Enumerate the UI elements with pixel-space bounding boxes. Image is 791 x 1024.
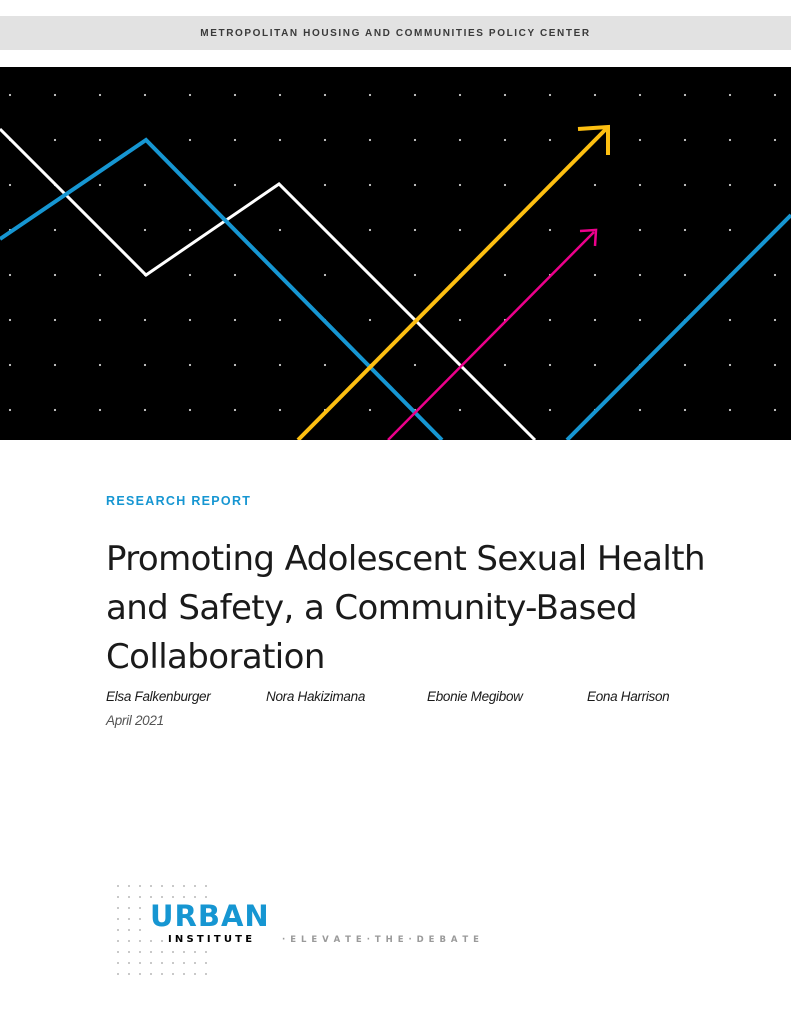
grid-dot xyxy=(189,139,191,141)
grid-dot xyxy=(774,184,776,186)
grid-dot xyxy=(549,364,551,366)
logo-dot xyxy=(183,962,185,964)
logo-word-urban: URBAN xyxy=(150,899,270,933)
grid-dot xyxy=(189,319,191,321)
logo-dot xyxy=(117,951,119,953)
grid-dot xyxy=(189,229,191,231)
logo-dot xyxy=(128,962,130,964)
logo-dot xyxy=(128,907,130,909)
grid-dot xyxy=(54,409,56,411)
grid-dot xyxy=(459,94,461,96)
grid-dot xyxy=(189,364,191,366)
logo-dot xyxy=(117,929,119,931)
report-type-label: RESEARCH REPORT xyxy=(106,494,252,508)
grid-dot xyxy=(54,94,56,96)
grid-dot xyxy=(504,274,506,276)
title-line: and Safety, a Community-Based xyxy=(106,588,637,628)
grid-dot xyxy=(234,274,236,276)
logo-dot xyxy=(128,951,130,953)
logo-dot xyxy=(183,973,185,975)
logo-dot xyxy=(205,896,207,898)
logo-dot xyxy=(161,896,163,898)
grid-dot xyxy=(99,94,101,96)
grid-dot xyxy=(369,139,371,141)
logo-dot xyxy=(183,885,185,887)
grid-dot xyxy=(774,274,776,276)
grid-dot xyxy=(279,364,281,366)
logo-dot xyxy=(117,896,119,898)
author-name: Ebonie Megibow xyxy=(427,689,523,704)
logo-dot xyxy=(161,940,163,942)
grid-dot xyxy=(189,94,191,96)
grid-dot xyxy=(729,229,731,231)
report-title xyxy=(106,535,746,682)
logo-dot xyxy=(128,973,130,975)
cover-graphic xyxy=(0,67,791,440)
trend-lines-graphic xyxy=(0,67,791,440)
grid-dot xyxy=(144,319,146,321)
logo-dot xyxy=(150,962,152,964)
logo-dot xyxy=(172,973,174,975)
grid-dot xyxy=(234,364,236,366)
grid-dot xyxy=(99,274,101,276)
logo-dot xyxy=(172,885,174,887)
grid-dot xyxy=(639,274,641,276)
grid-dot xyxy=(324,94,326,96)
grid-dot xyxy=(234,184,236,186)
center-name-bar xyxy=(0,16,791,50)
magenta-arrow-line xyxy=(388,232,594,440)
logo-dot xyxy=(139,962,141,964)
grid-dot xyxy=(594,319,596,321)
grid-dot xyxy=(639,94,641,96)
logo-dot xyxy=(139,929,141,931)
grid-dot xyxy=(279,139,281,141)
logo-dot xyxy=(128,896,130,898)
grid-dot xyxy=(549,139,551,141)
center-name: METROPOLITAN HOUSING AND COMMUNITIES POLICY CENTER xyxy=(200,27,591,39)
grid-dot xyxy=(684,274,686,276)
grid-dot xyxy=(684,409,686,411)
grid-dot xyxy=(414,139,416,141)
logo-dot xyxy=(128,940,130,942)
blue-zigzag-line xyxy=(0,140,442,440)
grid-dot xyxy=(279,319,281,321)
grid-dot xyxy=(99,409,101,411)
title-line: Promoting Adolescent Sexual Health xyxy=(106,539,705,579)
grid-dot xyxy=(279,409,281,411)
grid-dot xyxy=(279,229,281,231)
grid-dot xyxy=(9,364,11,366)
logo-dot xyxy=(139,951,141,953)
grid-dot xyxy=(594,364,596,366)
logo-dot xyxy=(117,962,119,964)
logo-dot xyxy=(183,896,185,898)
grid-dot xyxy=(144,229,146,231)
logo-dot xyxy=(205,962,207,964)
grid-dot xyxy=(504,139,506,141)
grid-dot xyxy=(9,274,11,276)
grid-dot xyxy=(684,139,686,141)
grid-dot xyxy=(9,184,11,186)
grid-dot xyxy=(594,274,596,276)
grid-dot xyxy=(279,94,281,96)
grid-dot xyxy=(234,94,236,96)
blue-right-line xyxy=(567,215,791,440)
logo-dot xyxy=(194,962,196,964)
logo-tagline: · E L E V A T E · T H E · D E B A T E xyxy=(282,935,480,945)
grid-dot xyxy=(459,409,461,411)
logo-dot xyxy=(139,973,141,975)
grid-dot xyxy=(414,274,416,276)
grid-dot xyxy=(54,139,56,141)
logo-dot xyxy=(161,951,163,953)
logo-dot xyxy=(128,929,130,931)
logo-dot xyxy=(205,973,207,975)
grid-dot xyxy=(54,364,56,366)
grid-dot xyxy=(774,319,776,321)
grid-dot xyxy=(99,184,101,186)
grid-dot xyxy=(324,364,326,366)
grid-dot xyxy=(144,184,146,186)
grid-dot xyxy=(99,319,101,321)
logo-dot xyxy=(161,962,163,964)
logo-word-institute: INSTITUTE xyxy=(168,934,256,945)
grid-dot xyxy=(549,409,551,411)
author-name: Nora Hakizimana xyxy=(266,689,366,704)
grid-dot xyxy=(774,409,776,411)
grid-dot xyxy=(549,94,551,96)
grid-dot xyxy=(594,184,596,186)
grid-dot xyxy=(54,229,56,231)
grid-dot xyxy=(639,319,641,321)
yellow-arrow-line xyxy=(298,129,606,440)
grid-dot xyxy=(9,319,11,321)
logo-dot xyxy=(205,951,207,953)
logo-dot xyxy=(128,918,130,920)
logo-dot xyxy=(150,951,152,953)
logo-dot xyxy=(117,907,119,909)
logo-dot xyxy=(194,973,196,975)
grid-dot xyxy=(414,184,416,186)
grid-dot xyxy=(729,364,731,366)
grid-dot xyxy=(684,364,686,366)
urban-institute-logo xyxy=(112,880,542,980)
logo-dot xyxy=(117,885,119,887)
grid-dot xyxy=(774,364,776,366)
grid-dot xyxy=(234,139,236,141)
grid-dot xyxy=(144,364,146,366)
grid-dot xyxy=(234,409,236,411)
logo-dot xyxy=(172,896,174,898)
grid-dot xyxy=(504,94,506,96)
logo-dot xyxy=(139,940,141,942)
urban-institute-logo-mark xyxy=(112,880,542,980)
grid-dot xyxy=(459,319,461,321)
logo-dot xyxy=(117,940,119,942)
logo-dot xyxy=(117,918,119,920)
author-name: Elsa Falkenburger xyxy=(106,689,211,704)
grid-dot xyxy=(189,274,191,276)
grid-dot xyxy=(144,94,146,96)
grid-dot xyxy=(684,94,686,96)
logo-dot xyxy=(172,951,174,953)
logo-dot xyxy=(161,885,163,887)
grid-dot xyxy=(549,229,551,231)
logo-dot xyxy=(205,885,207,887)
grid-dot xyxy=(234,319,236,321)
grid-dot xyxy=(459,229,461,231)
grid-dot xyxy=(54,319,56,321)
author-name: Eona Harrison xyxy=(587,689,670,704)
logo-dot xyxy=(139,885,141,887)
logo-dot xyxy=(194,885,196,887)
grid-dot xyxy=(369,184,371,186)
grid-dot xyxy=(369,409,371,411)
grid-dot xyxy=(459,139,461,141)
grid-dot xyxy=(729,94,731,96)
grid-dot xyxy=(729,319,731,321)
grid-dot xyxy=(774,139,776,141)
logo-dot xyxy=(150,973,152,975)
grid-dot xyxy=(324,184,326,186)
grid-dot xyxy=(639,139,641,141)
grid-dot xyxy=(144,409,146,411)
grid-dot xyxy=(639,409,641,411)
grid-dot xyxy=(414,94,416,96)
grid-dot xyxy=(639,184,641,186)
logo-dot xyxy=(150,940,152,942)
grid-dot xyxy=(414,364,416,366)
logo-dot xyxy=(150,896,152,898)
logo-dot xyxy=(161,973,163,975)
grid-dot xyxy=(189,409,191,411)
grid-dot xyxy=(684,184,686,186)
grid-dot xyxy=(369,94,371,96)
grid-dot xyxy=(54,274,56,276)
publication-date: April 2021 xyxy=(106,713,164,728)
logo-dot xyxy=(139,918,141,920)
grid-dot xyxy=(684,229,686,231)
grid-dot xyxy=(549,319,551,321)
grid-dot xyxy=(639,229,641,231)
logo-dot xyxy=(139,907,141,909)
grid-dot xyxy=(729,139,731,141)
grid-dot xyxy=(594,94,596,96)
grid-dot xyxy=(369,319,371,321)
logo-dot xyxy=(139,896,141,898)
grid-dot xyxy=(99,364,101,366)
grid-dot xyxy=(459,184,461,186)
grid-dot xyxy=(504,364,506,366)
author-list xyxy=(106,689,706,707)
logo-dot xyxy=(172,962,174,964)
logo-dot xyxy=(150,885,152,887)
logo-dot xyxy=(128,885,130,887)
grid-dot xyxy=(324,139,326,141)
grid-dot xyxy=(414,229,416,231)
grid-dot xyxy=(9,94,11,96)
grid-dot xyxy=(324,274,326,276)
grid-dot xyxy=(504,184,506,186)
logo-dot xyxy=(183,951,185,953)
logo-dot xyxy=(117,973,119,975)
grid-dot xyxy=(774,94,776,96)
grid-dot xyxy=(99,139,101,141)
title-line: Collaboration xyxy=(106,637,325,677)
logo-dot xyxy=(194,896,196,898)
grid-dot xyxy=(729,184,731,186)
grid-dot xyxy=(9,409,11,411)
grid-dot xyxy=(729,409,731,411)
logo-dot xyxy=(194,951,196,953)
grid-dot xyxy=(369,229,371,231)
